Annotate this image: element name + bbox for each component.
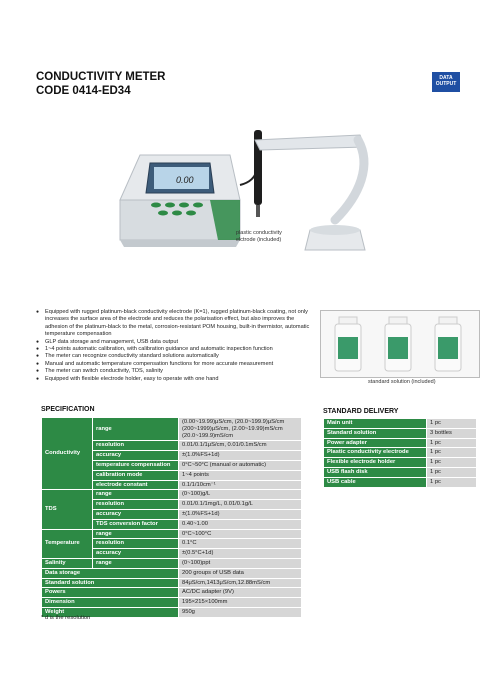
table-row: TDS conversion factor 0.40~1.00	[42, 519, 302, 529]
conductivity-meter-illustration	[110, 105, 390, 280]
table-row: resolution 0.01/0.1/1mg/L, 0.01/0.1g/L	[42, 500, 302, 510]
electrode-caption: plastic conductivity elctrode (included)	[236, 230, 282, 243]
table-row: USB flash disk 1 pc	[324, 467, 477, 477]
product-code: CODE 0414-ED34	[36, 85, 131, 97]
table-row: Standard solution 3 bottles	[324, 428, 477, 438]
table-row: accuracy ±(1.0%FS+1d)	[42, 451, 302, 461]
table-row: Temperature range 0°C~100°C	[42, 529, 302, 539]
document-title	[36, 70, 166, 98]
table-row: Salinity range (0~100)ppt	[42, 558, 302, 568]
category-cell: Salinity	[42, 558, 93, 568]
feature-item: ● 1~4 points automatic calibration, with calibration guidance and automatic inspection function	[36, 346, 316, 353]
feature-item: ● Equipped with flexible electrode holder, easy to operate with one hand	[36, 376, 316, 383]
table-row: Dimension 195×215×100mm	[42, 598, 302, 608]
table-row: Data storage 200 groups of USB data	[42, 568, 302, 578]
solution-caption: standard solution (included)	[368, 379, 436, 385]
category-cell: Conductivity	[42, 418, 93, 490]
category-cell: Temperature	[42, 529, 93, 558]
footnote: * d is the resolution	[41, 615, 91, 621]
feature-item: ● Equipped with rugged platinum-black conductivity electrode (K=1), rugged platinum-black coating, not only increases the surface area of the electrode and reduces the polarisation effect, but also improves the adhesion of the platinum-black to the metal, corrosion-resistant POM housing, built-in thermistor, automatic temperature compensation	[36, 309, 316, 339]
table-row: resolution 0.1°C	[42, 539, 302, 549]
table-row: Flexible electrode holder 1 pc	[324, 458, 477, 468]
table-row: Weight 950g	[42, 607, 302, 617]
feature-item: ● Manual and automatic temperature compensation functions for more accurate measurement	[36, 361, 316, 368]
table-row: accuracy ±(0.5°C+1d)	[42, 549, 302, 559]
table-row: Main unit 1 pc	[324, 419, 477, 429]
table-row: Power adapter 1 pc	[324, 438, 477, 448]
table-row: Powers AC/DC adapter (9V)	[42, 588, 302, 598]
category-cell: TDS	[42, 490, 93, 529]
standard-solution-image	[320, 310, 480, 378]
table-row: resolution 0.01/0.1/1μS/cm, 0.01/0.1mS/cm	[42, 441, 302, 451]
product-name: CONDUCTIVITY METER	[36, 71, 166, 83]
feature-item: ● GLP data storage and management, USB data output	[36, 339, 316, 346]
table-row: Conductivity range (0.00~19.99)μS/cm, (20.0~199.9)μS/cm (200~1999)μS/cm, (2.00~19.99)mS/cm (20.0~199.9)mS/cm	[42, 418, 302, 441]
standard-delivery-heading: STANDARD DELIVERY	[323, 408, 399, 415]
feature-item: ● The meter can recognize conductivity standard solutions automatically	[36, 353, 316, 360]
feature-list	[36, 309, 316, 383]
screen-reading: 0.00	[176, 175, 194, 185]
table-row: calibration mode 1~4 points	[42, 470, 302, 480]
data-output-badge: DATA OUTPUT	[432, 72, 460, 92]
table-row: accuracy ±(1.0%FS+1d)	[42, 509, 302, 519]
standard-delivery-table	[323, 418, 477, 488]
specification-heading: SPECIFICATION	[41, 406, 95, 413]
table-row: electrode constant 0.1/1/10cm⁻¹	[42, 480, 302, 490]
table-row: USB cable 1 pc	[324, 477, 477, 487]
specification-table	[41, 417, 302, 618]
solution-bottles-icon	[321, 311, 479, 377]
table-row: temperature compensation 0°C~50°C (manual or automatic)	[42, 460, 302, 470]
table-row: Plastic conductivity electrode 1 pc	[324, 448, 477, 458]
table-row: Standard solution 84μS/cm,1413μS/cm,12.88mS/cm	[42, 578, 302, 588]
table-row: TDS range (0~100)g/L	[42, 490, 302, 500]
feature-item: ● The meter can switch conductivity, TDS, salinity	[36, 368, 316, 375]
